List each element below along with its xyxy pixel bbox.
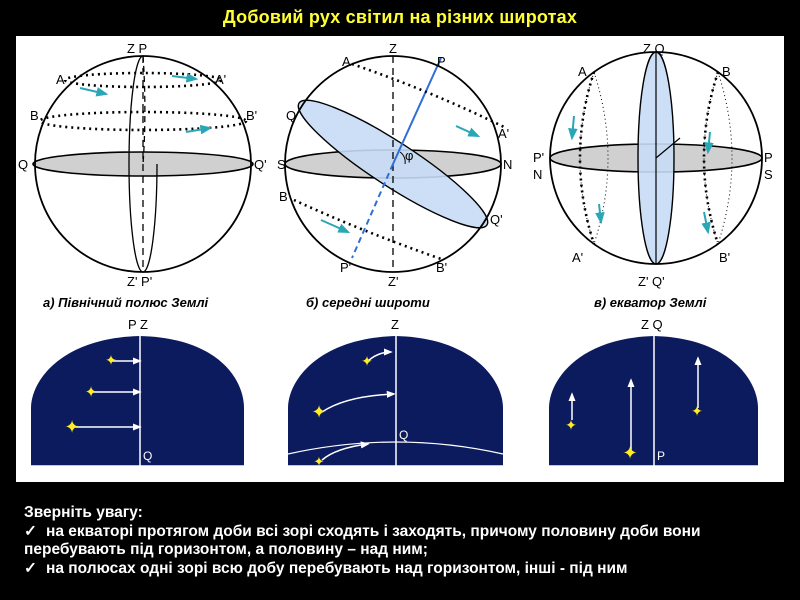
label-s: S [277,157,286,172]
star-path-b [294,200,444,260]
note-heading: Зверніть увагу: [24,504,143,521]
label-q: Q [18,157,29,172]
sphere-mid-latitudes [277,41,512,289]
label-z2q2: Z' Q' [638,274,665,289]
star-icon: ✦ [313,454,325,469]
sphere-north-pole [18,41,267,289]
caption-equator: в) екватор Землі [594,295,707,310]
star-icon: ✦ [105,352,117,368]
label-n: N [503,157,513,172]
label-b2: B' [719,250,731,265]
caption-north-pole: а) Північний полюс Землі [43,295,209,310]
label-q: Q [399,428,409,442]
note-item-equator [24,523,784,560]
label-pz: P Z [128,317,148,332]
label-p2: P' [340,260,352,275]
label-zq: Z Q [643,41,665,56]
note-item-text: на полюсах одні зорі всю добу перебувають над горизонтом, інші - під ним [46,559,628,577]
dome-mid-latitudes [288,317,503,469]
world-axis [393,58,441,164]
label-a: A [342,54,351,69]
label-a2: A' [572,250,584,265]
dome-north-pole [31,317,244,466]
label-b2: B' [436,260,448,275]
label-p: P [437,54,446,69]
label-b: B [30,108,39,123]
sphere-equator [533,41,773,289]
star-icon: ✦ [64,417,80,437]
label-n: N [533,167,543,182]
star-path-a [352,64,506,128]
label-a: A [578,64,587,79]
star-icon: ✦ [84,384,98,401]
label-b: B [279,189,288,204]
check-icon: ✓ [24,559,37,577]
label-b2: B' [246,108,258,123]
label-z: Z [391,317,399,332]
label-p: P [764,150,773,165]
label-z2: Z' [388,274,399,289]
diagram-panel [16,36,784,482]
note-item-poles [24,560,784,579]
star-icon: ✦ [311,402,327,422]
label-z2p2: Z' P' [127,274,153,289]
label-phi: φ [405,148,414,163]
label-a2: A' [215,72,227,87]
dome-equator [549,317,758,466]
label-zq: Z Q [641,317,663,332]
check-icon: ✓ [24,522,37,540]
label-a: A [56,72,65,87]
note-item-text: на екваторі протягом доби всі зорі сходять і заходять, причому половину доби вони перебувають під горизонтом, а половину – над ним; [24,522,701,558]
caption-mid-latitudes: б) середні широти [306,295,430,310]
label-a2: A' [498,126,510,141]
label-b: B [722,64,731,79]
label-z: Z [389,41,397,56]
label-q: Q [143,449,153,463]
label-s: S [764,167,773,182]
star-icon: ✦ [691,403,703,419]
label-p: P [657,449,666,463]
label-q2: Q' [490,212,503,227]
label-q2: Q' [254,157,267,172]
star-icon: ✦ [361,353,373,369]
label-p2: P' [533,150,545,165]
label-zp: Z P [127,41,148,56]
star-icon: ✦ [565,417,577,433]
note-block [24,504,784,578]
label-q: Q [286,108,297,123]
slide-title: Добовий рух світил на різних широтах [222,7,578,27]
star-icon: ✦ [622,443,638,463]
